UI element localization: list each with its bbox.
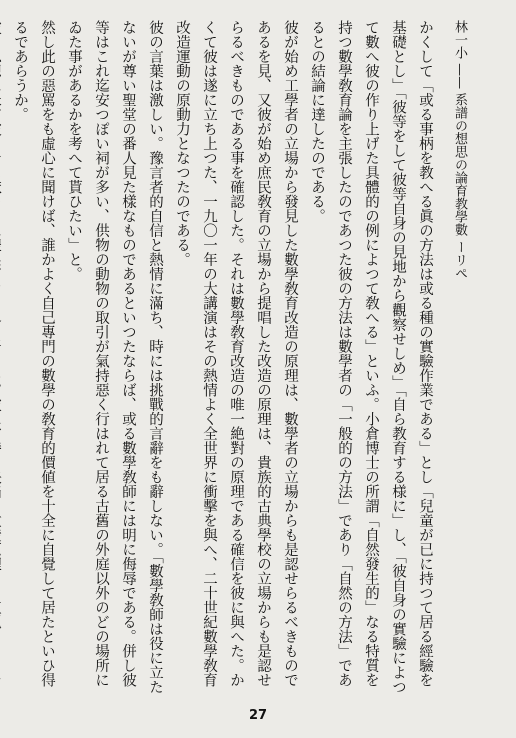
- paragraph: かくして「或る事柄を教へる眞の方法は或る種の實驗作業である」とし「兒童が已に持つて居る經驗を基礎とし」「彼等をして彼等自身の見地から觀察せしめ」「自ら教育する様に」し、「彼自身の實驗によつて數へ彼の作り上げた具體的の例によつて敎へる」といふ。小倉博士の所謂「自然發生的」なる特質を持つ數學敎育論を主張したのであつた彼の方法は數學者の「一般的の方法」であり「自然の方法」であるとの結論に達したのである。: [309, 20, 433, 695]
- paragraph: [0, 20, 6, 700]
- paragraph: 彼の言葉は激しい。豫言者的自信と熱情に滿ち、時には挑戰的言辭をも辭しない。「數學敎師は役に立たないが尊い聖堂の番人見た樣なものであるといつたならば、或る數學敎師には明に侮辱である。併し彼等はこれ迄安つぽい祠が多い、供物の動物の取引が氣持惡く行はれて居る古舊の外庭以外のどの場所にゐた事があるかを考へて貰ひたい」と。: [66, 20, 163, 695]
- paragraph: 彼が始め工學者の立場から發見した數學敎育改造の原理は、數學者の立場からも是認せらるべきものであるを見、又彼が始め庶民敎育の立場から提唱した改造の原理は、貴族的古典學校の立場からも是認せらるべきものである事を確認した。それは數學敎育改造の唯一絶對の原理である確信を彼に與へた。かくて彼は遂に立ち上つた、一九〇一年の大講演はその熱情よく全世界に衝擊を與へ、二十世紀數學敎育改造運動の原動力となつたのである。: [174, 20, 298, 687]
- paragraph: 然し此の惡罵をも虛心に聞けば、誰かよく自己專門の數學の敎育的價値を十全に自覺して居たといひ得るであらうか。: [12, 20, 55, 687]
- running-header: 林一小 —— 系譜の想思の論育教學數 ーリペ: [452, 20, 467, 280]
- page-number: 27: [248, 708, 268, 723]
- body-text: [8, 20, 438, 700]
